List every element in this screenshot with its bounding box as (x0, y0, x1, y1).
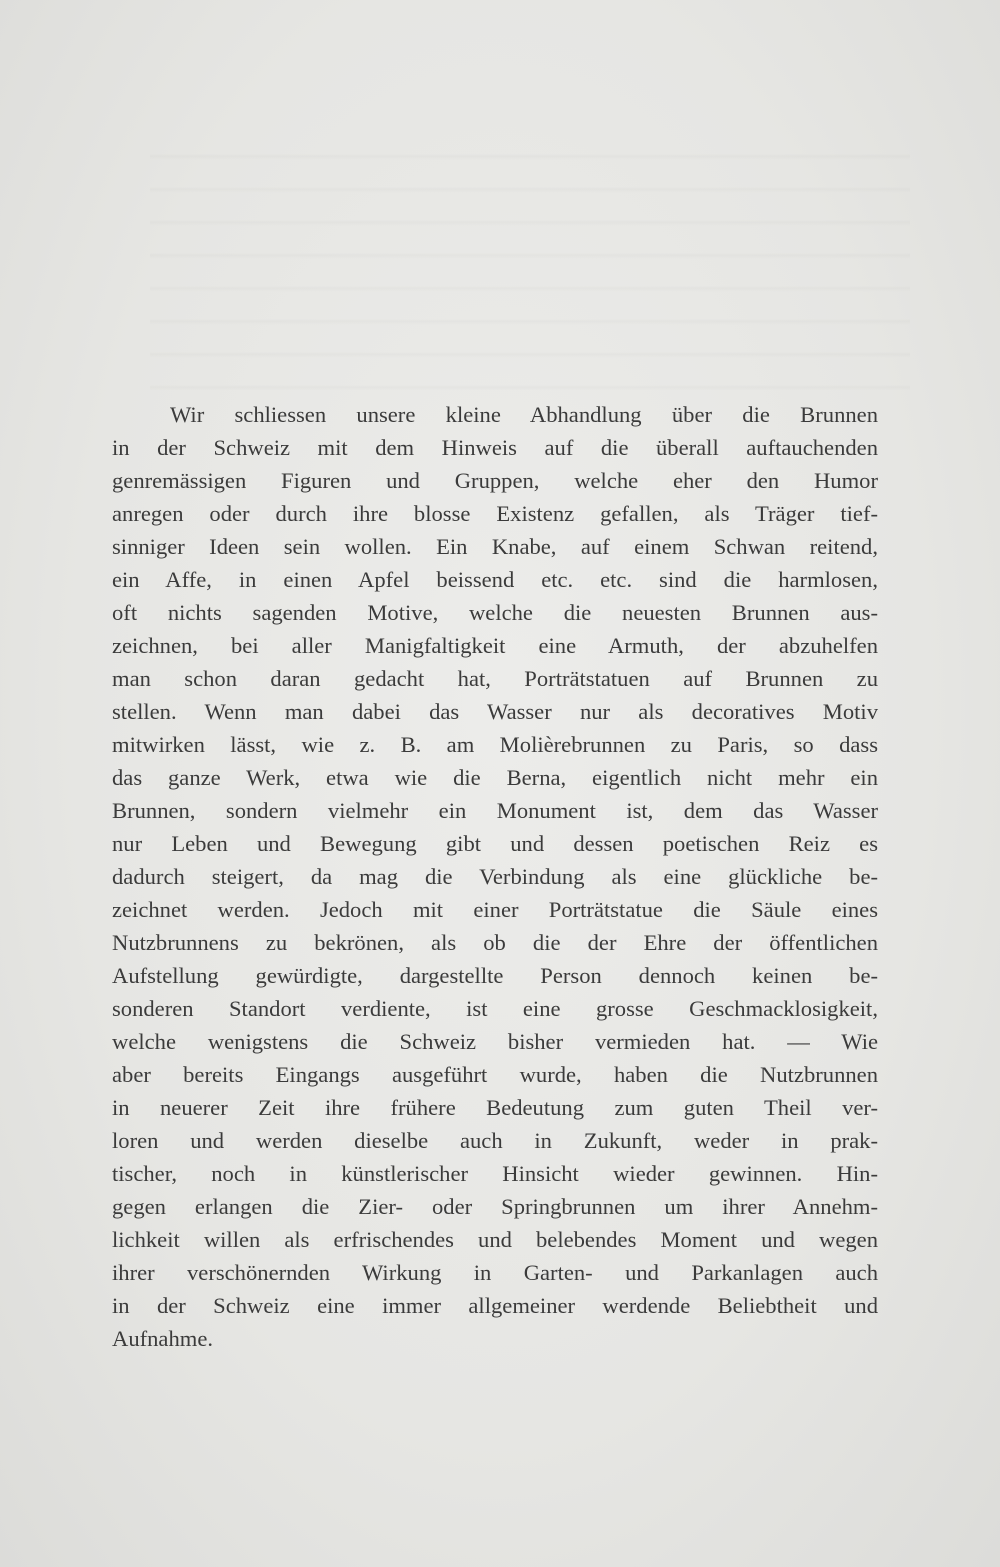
text-line: gegen erlangen die Zier- oder Springbrunnen um ihrer Annehm- (112, 1194, 878, 1219)
text-line: mitwirken lässt, wie z. B. am Molièrebrunnen zu Paris, so dass (112, 732, 878, 757)
text-line: Aufnahme. (112, 1326, 214, 1351)
text-line: stellen. Wenn man dabei das Wasser nur als decoratives Motiv (112, 699, 878, 724)
text-line: tischer, noch in künstlerischer Hinsicht wieder gewinnen. Hin- (112, 1161, 878, 1186)
text-line: ein Affe, in einen Apfel beissend etc. etc. sind die harmlosen, (112, 567, 878, 592)
text-line: genremässigen Figuren und Gruppen, welche eher den Humor (112, 468, 878, 493)
text-line: anregen oder durch ihre blosse Existenz gefallen, als Träger tief- (112, 501, 878, 526)
text-line: lichkeit willen als erfrischendes und belebendes Moment und wegen (112, 1227, 878, 1252)
text-line: Brunnen, sondern vielmehr ein Monument ist, dem das Wasser (112, 798, 878, 823)
body-paragraph (112, 398, 878, 1355)
text-line: loren und werden dieselbe auch in Zukunft, weder in prak- (112, 1128, 878, 1153)
text-line: Wir schliessen unsere kleine Abhandlung über die Brunnen (170, 402, 878, 427)
text-line: Aufstellung gewürdigte, dargestellte Person dennoch keinen be- (112, 963, 878, 988)
text-line: zeichnen, bei aller Manigfaltigkeit eine Armuth, der abzuhelfen (112, 633, 878, 658)
text-line: welche wenigstens die Schweiz bisher vermieden hat. — Wie (112, 1029, 878, 1054)
text-line: man schon daran gedacht hat, Porträtstatuen auf Brunnen zu (112, 666, 878, 691)
text-line: oft nichts sagenden Motive, welche die neuesten Brunnen aus- (112, 600, 878, 625)
text-line: aber bereits Eingangs ausgeführt wurde, haben die Nutzbrunnen (112, 1062, 878, 1087)
text-line: in der Schweiz eine immer allgemeiner werdende Beliebtheit und (112, 1293, 878, 1318)
text-line: Nutzbrunnens zu bekrönen, als ob die der Ehre der öffentlichen (112, 930, 878, 955)
text-line: nur Leben und Bewegung gibt und dessen poetischen Reiz es (112, 831, 878, 856)
text-line: ihrer verschönernden Wirkung in Garten- und Parkanlagen auch (112, 1260, 878, 1285)
text-line: sonderen Standort verdiente, ist eine grosse Geschmacklosigkeit, (112, 996, 878, 1021)
text-line: sinniger Ideen sein wollen. Ein Knabe, auf einem Schwan reitend, (112, 534, 878, 559)
text-line: dadurch steigert, da mag die Verbindung als eine glückliche be- (112, 864, 878, 889)
text-line: in neuerer Zeit ihre frühere Bedeutung zum guten Theil ver- (112, 1095, 878, 1120)
reverse-side-bleed-through (150, 140, 910, 390)
text-line: zeichnet werden. Jedoch mit einer Porträtstatue die Säule eines (112, 897, 878, 922)
text-line: das ganze Werk, etwa wie die Berna, eigentlich nicht mehr ein (112, 765, 878, 790)
text-line: in der Schweiz mit dem Hinweis auf die überall auftauchenden (112, 435, 878, 460)
